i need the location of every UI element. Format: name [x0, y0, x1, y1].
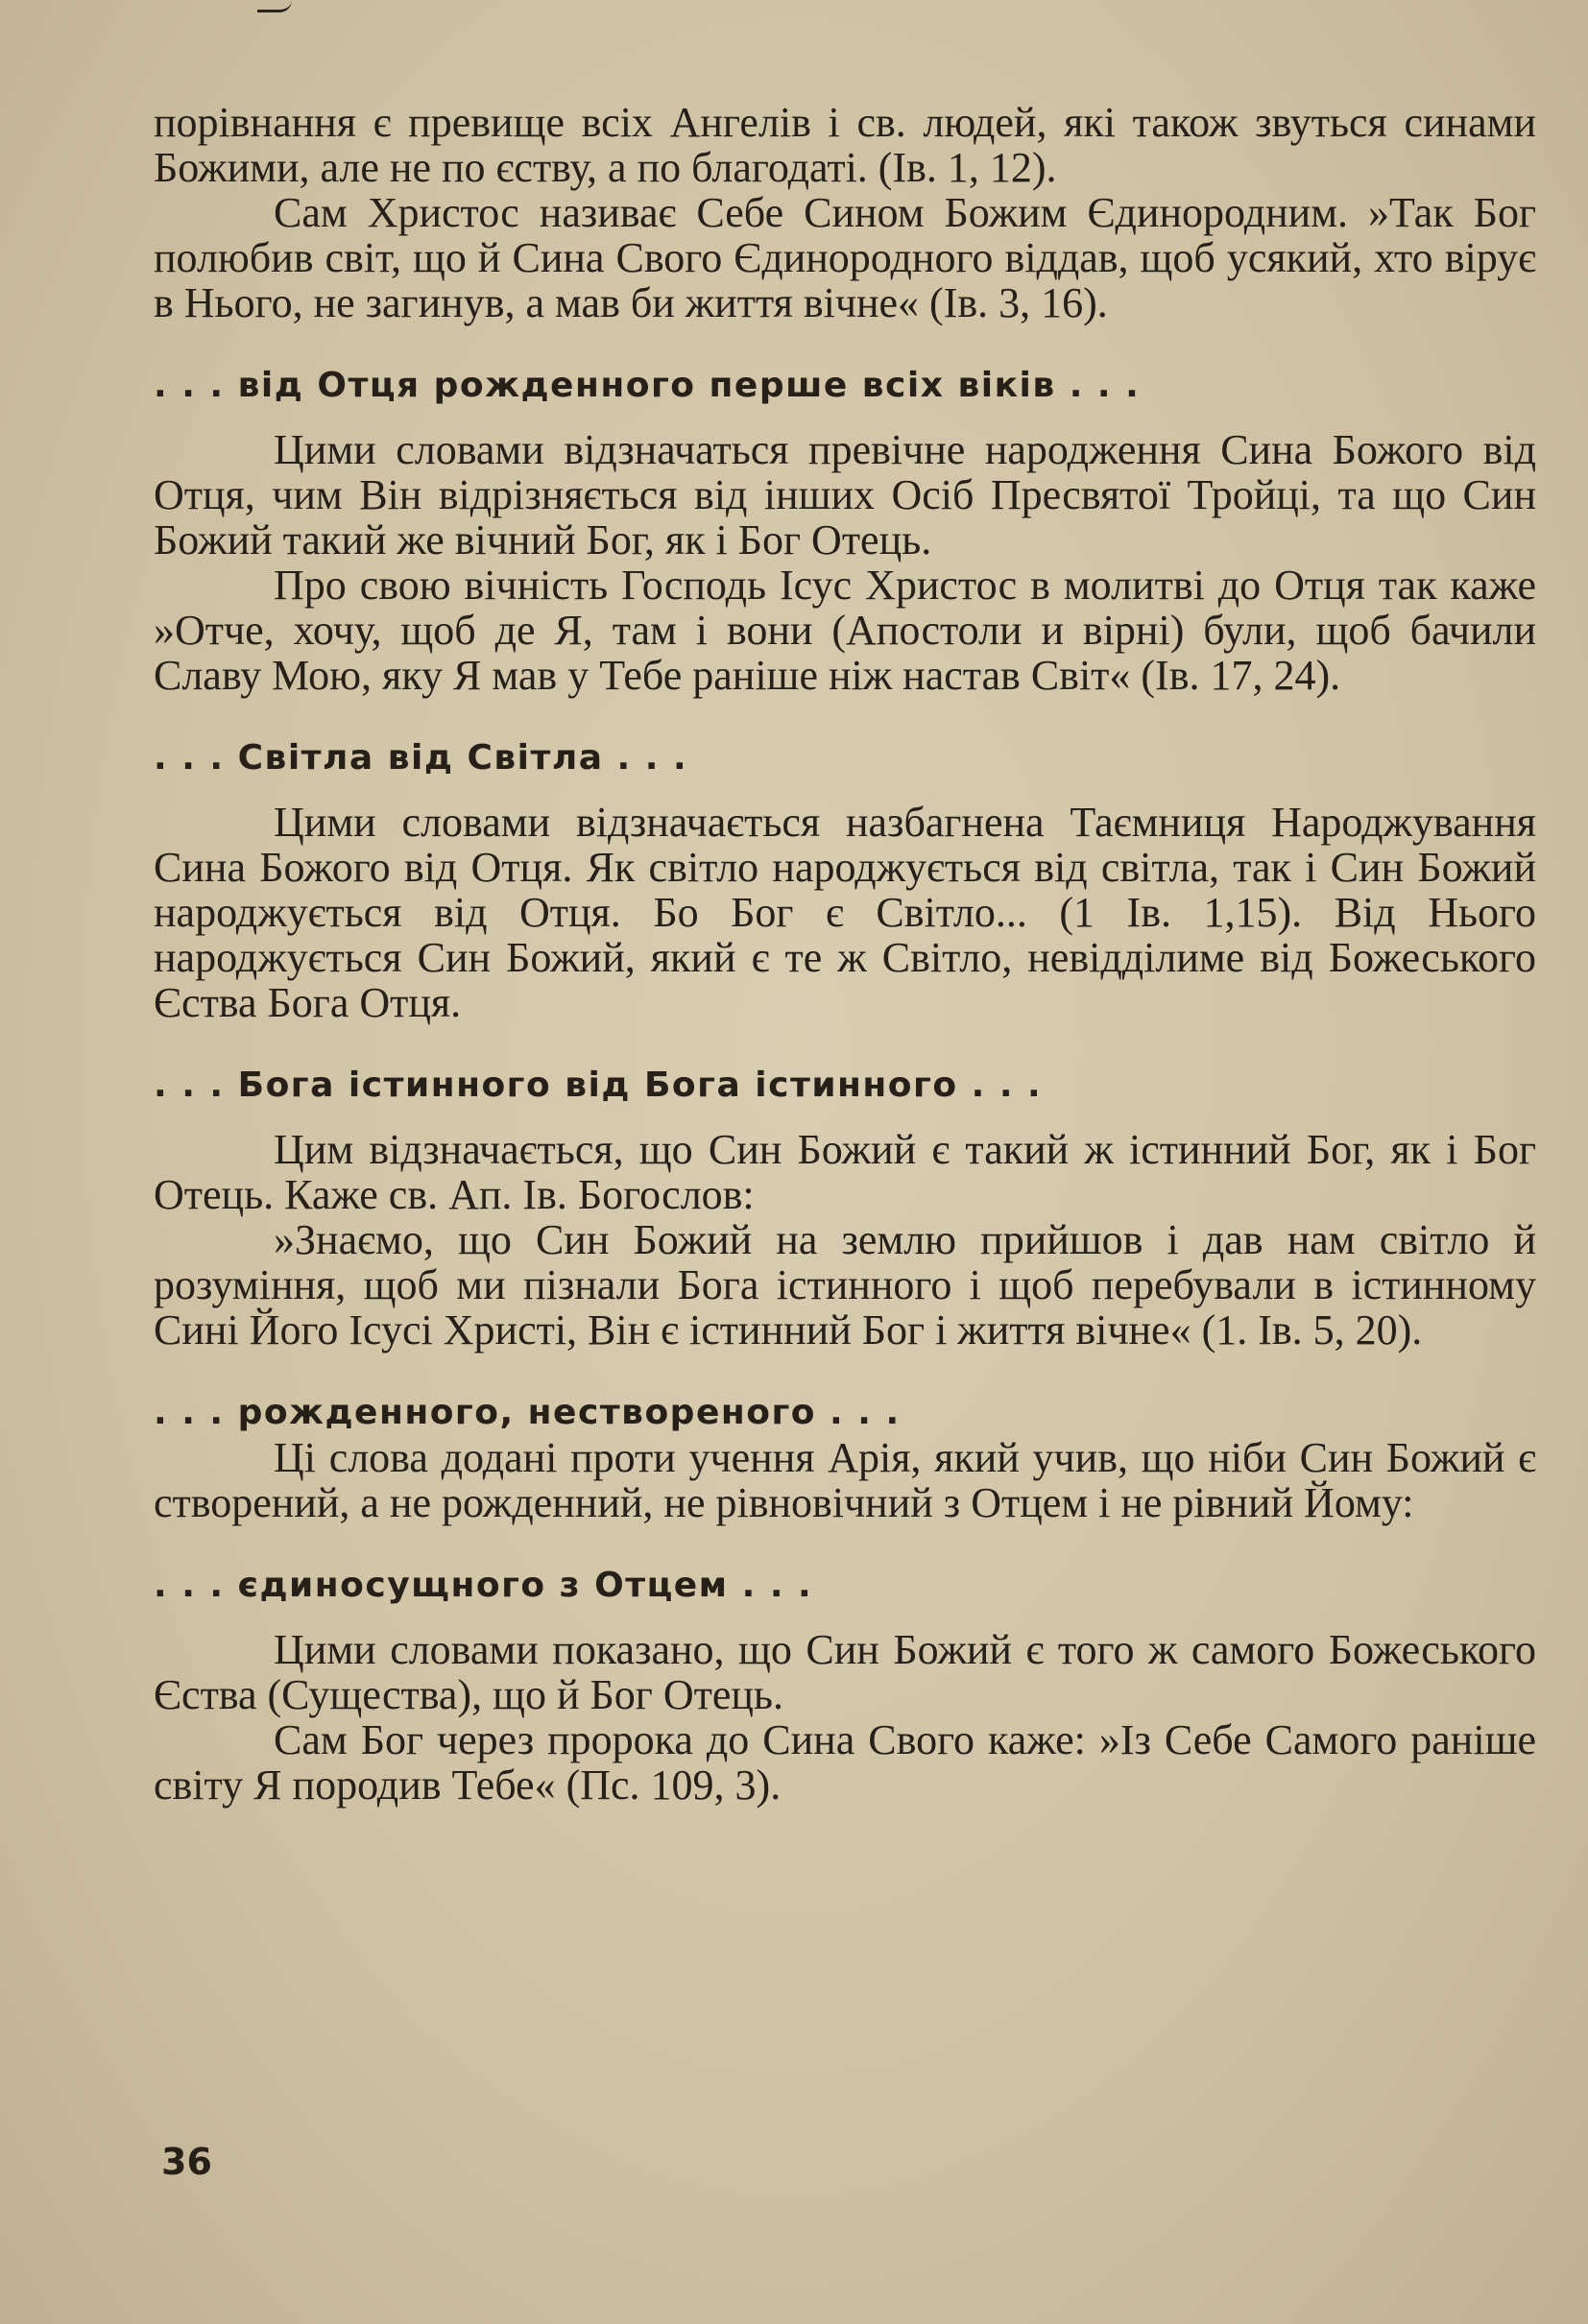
paragraph: »Знаємо, що Син Божий на землю прийшов і дав нам світло й розуміння, щоб ми пізнали Бога істинного і щоб перебували в істинному Сині Його Ісусі Христі, Він є істинний Бог і життя вічне« (1. Ів. 5, 20). — [154, 1216, 1536, 1354]
paragraph: порівнання є превище всіх Ангелів і св. людей, які також звуться синами Божими, але не по єству, а по благодаті. (Ів. 1, 12). — [154, 99, 1536, 191]
paragraph: Цими словами показано, що Син Божий є того ж самого Божеського Єства (Существа), що й Бог Отець. — [154, 1626, 1536, 1718]
page-text — [154, 100, 1536, 1808]
paragraph: Сам Христос називає Себе Сином Божим Єдинородним. »Так Бог полюбив світ, що й Сина Свого Єдинородного віддав, щоб усякий, хто вірує в Нього, не загинув, а мав би життя вічне« (Ів. 3, 16). — [154, 189, 1536, 326]
paragraph: Ці слова додані проти учення Арія, який учив, що ніби Син Божий є створений, а не рожденний, не рівновічний з Отцем і не рівний Йому: — [154, 1434, 1536, 1526]
paragraph: Сам Бог через пророка до Сина Свого каже: »Із Себе Самого раніше світу Я породив Тебе« (Пс. 109, 3). — [154, 1716, 1536, 1809]
section-heading: . . . Світла від Світла . . . — [154, 738, 688, 778]
page-number: 36 — [161, 2141, 212, 2183]
section-heading: . . . від Отця рожденного перше всіх віків . . . — [154, 366, 1141, 405]
paragraph: Про свою вічність Господь Ісус Христос в молитві до Отця так каже »Отче, хочу, щоб де Я, там і вони (Апостоли и вірні) були, щоб бачили Славу Мою, яку Я мав у Тебе раніше ніж настав Світ« (Ів. 17, 24). — [154, 562, 1536, 699]
paragraph: Цим відзначається, що Син Божий є такий ж істинний Бог, як і Бог Отець. Каже св. Ап. Ів. Богослов: — [154, 1126, 1536, 1218]
section-heading: . . . єдиносущного з Отцем . . . — [154, 1566, 813, 1605]
ink-mark — [257, 0, 292, 12]
section-heading: . . . рожденного, нествореного . . . — [154, 1393, 901, 1432]
paragraph: Цими словами відзначається назбагнена Таємниця Народжування Сина Божого від Отця. Як світло народжується від світла, так і Син Божий народжується від Отця. Бо Бог є Світло... (1 Ів. 1,15). Від Нього народжується Син Божий, який є те ж Світло, невідділиме від Божеського Єства Бога Отця. — [154, 799, 1536, 1026]
paragraph: Цими словами відзначаться превічне народження Сина Божого від Отця, чим Він відрізняється від інших Осіб Пресвятої Тройці, та що Син Божий такий же вічний Бог, як і Бог Отець. — [154, 426, 1536, 563]
section-heading: . . . Бога істинного від Бога істинного . . . — [154, 1066, 1043, 1105]
